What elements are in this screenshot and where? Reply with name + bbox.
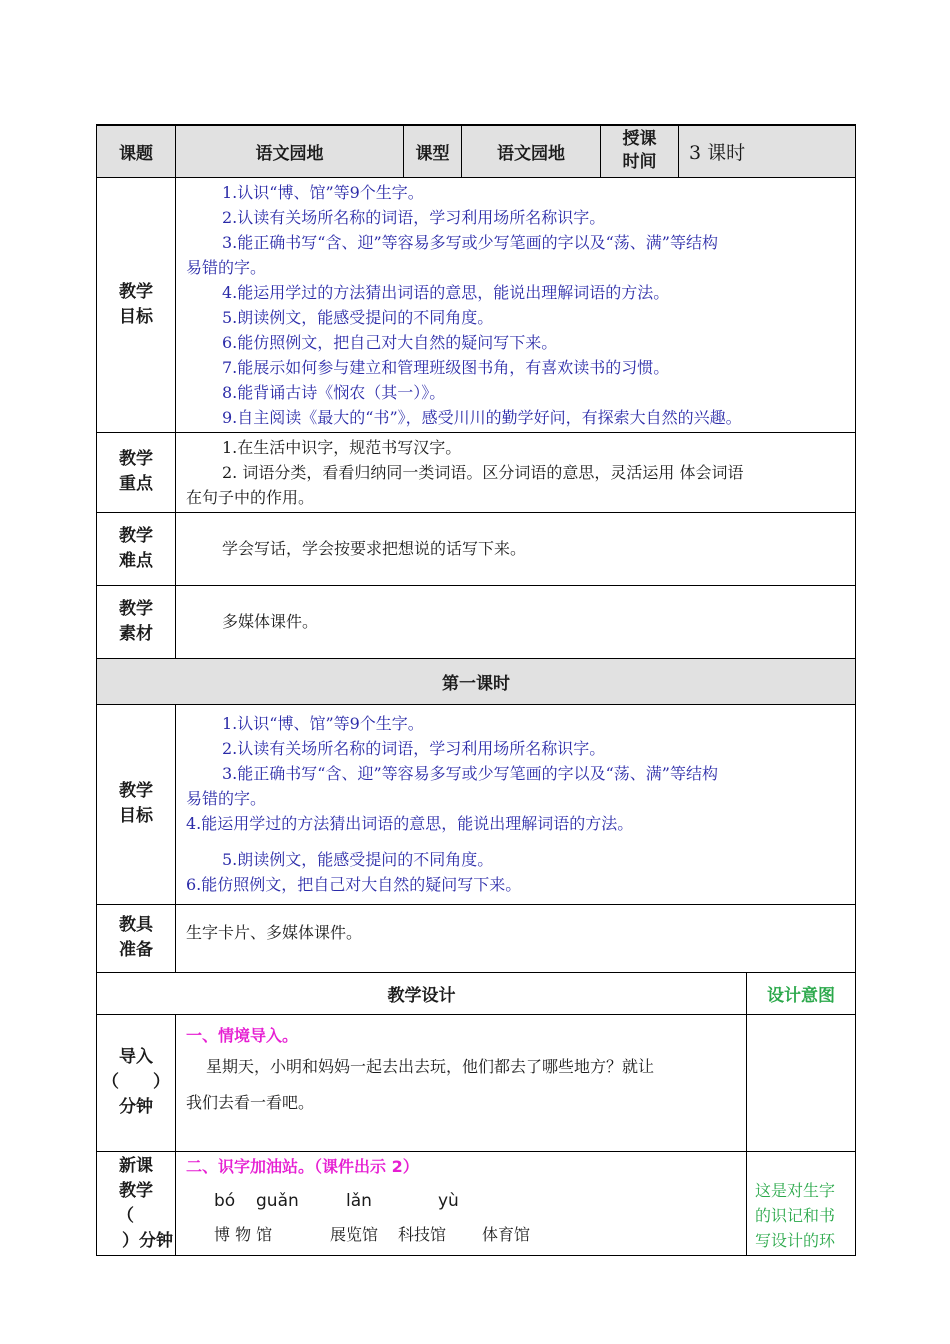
intro-intent xyxy=(747,1014,856,1151)
lesson1-goal-item: 5.朗读例文，能感受提问的不同角度。 xyxy=(222,850,494,869)
goal-item: 2.认读有关场所名称的词语，学习利用场所名称识字。 xyxy=(222,207,606,227)
word: 体育馆 xyxy=(482,1224,531,1244)
pinyin: yù xyxy=(438,1190,459,1211)
materials-label-text: 教学素材 xyxy=(119,598,153,644)
goals-content xyxy=(176,177,856,432)
tools-content xyxy=(176,904,856,972)
intent-header: 设计意图 xyxy=(747,972,856,1014)
intro-label-line1: 导入 xyxy=(119,1047,153,1067)
materials-label xyxy=(97,585,176,658)
key-points-label xyxy=(97,432,176,512)
new-lesson-content xyxy=(176,1151,747,1255)
intro-label-line2: （ ） xyxy=(102,1072,170,1092)
lesson1-goals-content xyxy=(176,704,856,904)
pinyin-row xyxy=(186,1189,746,1214)
key-point-item: 1.在生活中识字，规范书写汉字。 xyxy=(222,437,462,457)
key-point-item: 2. 词语分类，看看归纳同一类词语。区分词语的意思，灵活运用 体会词语 xyxy=(222,462,744,482)
new-lesson-heading: 二、识字加油站。（课件出示 2） xyxy=(186,1156,419,1176)
new-lesson-intent xyxy=(747,1151,856,1255)
new-lesson-label-line1: 新课 xyxy=(119,1155,153,1176)
new-lesson-label-line2: 教学 xyxy=(119,1180,153,1201)
design-header: 教学设计 xyxy=(97,972,747,1014)
word: 展览馆 xyxy=(330,1224,379,1244)
goal-item: 4.能运用学过的方法猜出词语的意思，能说出理解词语的方法。 xyxy=(222,282,670,302)
key-point-item: 在句子中的作用。 xyxy=(186,487,315,507)
materials-text: 多媒体课件。 xyxy=(222,612,319,631)
time-label xyxy=(601,125,679,177)
intro-heading: 一、情境导入。 xyxy=(186,1025,299,1045)
goal-item: 7.能展示如何参与建立和管理班级图书角，有喜欢读书的习惯。 xyxy=(222,357,670,377)
difficulties-text: 学会写话，学会按要求把想说的话写下来。 xyxy=(222,539,527,558)
new-lesson-label-line3: （ xyxy=(117,1205,134,1226)
lesson1-goal-item: 2.认读有关场所名称的词语，学习利用场所名称识字。 xyxy=(222,739,606,758)
difficulties-label-text: 教学难点 xyxy=(119,525,153,571)
pinyin: bó xyxy=(214,1190,236,1211)
topic-label: 课题 xyxy=(97,125,176,177)
type-value: 语文园地 xyxy=(462,125,601,177)
intent-line: 这是对生字 xyxy=(755,1180,836,1200)
intent-line: 的识记和书 xyxy=(755,1205,836,1225)
intro-label-line3: 分钟 xyxy=(119,1097,153,1117)
pinyin: lǎn xyxy=(346,1190,372,1211)
difficulties-content xyxy=(176,512,856,585)
goal-item: 6.能仿照例文，把自己对大自然的疑问写下来。 xyxy=(222,332,558,352)
intro-content xyxy=(176,1014,747,1151)
lesson-plan-page xyxy=(96,124,855,1256)
tools-label-text: 教具准备 xyxy=(119,915,153,960)
intro-text-line: 星期天，小明和妈妈一起去出去玩，他们都去了哪些地方？就让 xyxy=(206,1056,655,1076)
lesson1-goal-item: 3.能正确书写“含、迎”等容易多写或少写笔画的字以及“荡、满”等结构 xyxy=(222,764,718,783)
intent-line: 写设计的环 xyxy=(755,1230,836,1250)
tools-text: 生字卡片、多媒体课件。 xyxy=(186,922,363,942)
lesson1-goal-item: 1.认识“博、馆”等9个生字。 xyxy=(222,714,424,733)
type-label: 课型 xyxy=(404,125,462,177)
new-lesson-label-line4: ）分钟 xyxy=(122,1230,173,1251)
intro-label xyxy=(97,1014,176,1151)
lesson-plan-table xyxy=(96,124,856,1256)
goal-item: 3.能正确书写“含、迎”等容易多写或少写笔画的字以及“荡、满”等结构 xyxy=(222,232,718,252)
intro-text-line: 我们去看一看吧。 xyxy=(186,1092,315,1112)
goal-item: 5.朗读例文，能感受提问的不同角度。 xyxy=(222,307,494,327)
lesson1-goal-item: 易错的字。 xyxy=(186,789,267,808)
lesson1-title: 第一课时 xyxy=(97,658,856,704)
pinyin: guǎn xyxy=(256,1190,299,1211)
goal-item: 9.自主阅读《最大的“书”》，感受川川的勤学好问，有探索大自然的兴趣。 xyxy=(222,407,742,427)
difficulties-label xyxy=(97,512,176,585)
key-points-label-text: 教学重点 xyxy=(119,449,153,494)
goal-item: 8.能背诵古诗《悯农（其一）》。 xyxy=(222,382,446,402)
time-value: 3 课时 xyxy=(679,125,856,177)
word: 博 物 馆 xyxy=(214,1224,273,1244)
key-points-content xyxy=(176,432,856,512)
lesson1-goals-label-text: 教学目标 xyxy=(119,781,153,826)
tools-label xyxy=(97,904,176,972)
goal-item: 1.认识“博、馆”等9个生字。 xyxy=(222,182,424,202)
word: 科技馆 xyxy=(398,1224,447,1244)
lesson1-goal-item: 4.能运用学过的方法猜出词语的意思，能说出理解词语的方法。 xyxy=(186,814,634,833)
word-row xyxy=(186,1222,746,1247)
materials-content xyxy=(176,585,856,658)
topic-value: 语文园地 xyxy=(176,125,404,177)
goal-item: 易错的字。 xyxy=(186,257,267,277)
lesson1-goal-item: 6.能仿照例文，把自己对大自然的疑问写下来。 xyxy=(186,875,522,894)
time-label-text: 授课时间 xyxy=(622,129,657,173)
goals-label xyxy=(97,177,176,432)
new-lesson-label xyxy=(97,1151,176,1255)
lesson1-goals-label xyxy=(97,704,176,904)
goals-label-text: 教学目标 xyxy=(119,281,153,327)
